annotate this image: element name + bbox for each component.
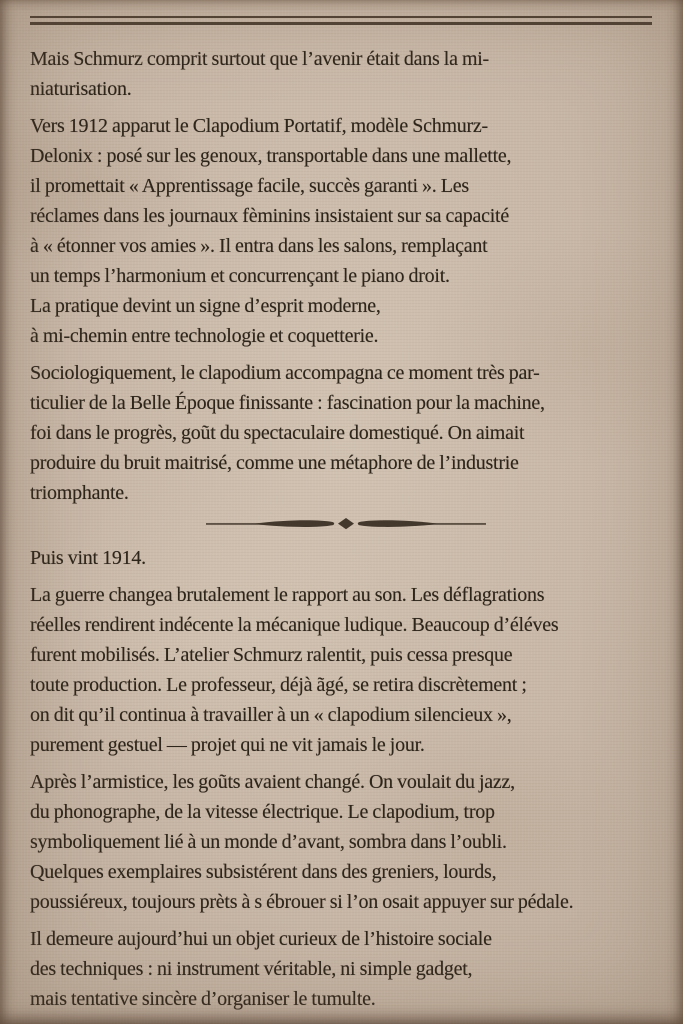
paragraph <box>30 358 662 508</box>
text-line: La pratique devint un signe d’esprit moderne, <box>30 295 381 317</box>
top-double-rule <box>30 16 652 25</box>
text-line: purement gestuel — projet qui ne vit jamais le jour. <box>30 734 425 756</box>
paragraph <box>30 767 662 917</box>
text-line: triomphante. <box>30 482 129 504</box>
text-line: niaturisation. <box>30 78 132 100</box>
text-line: Delonix : posé sur les genoux, transportable dans une mallette, <box>30 145 512 167</box>
text-line: il promettait « Apprentissage facile, succès garanti ». Les <box>30 175 469 197</box>
text-line: Mais Schmurz comprit surtout que l’avenir était dans la mi- <box>30 48 489 70</box>
text-line: un temps l’harmonium et concurrençant le piano droit. <box>30 265 450 287</box>
text-line: à « étonner vos amies ». Il entra dans les salons, remplaçant <box>30 235 488 257</box>
text-line: Vers 1912 apparut le Clapodium Portatif, modèle Schmurz- <box>30 115 488 137</box>
paragraph <box>30 543 662 573</box>
text-line: à mi-chemin entre technologie et coquetterie. <box>30 325 379 347</box>
tapered-rule-diamond-icon <box>206 516 486 532</box>
text-line: produire du bruit maitrisé, comme une métaphore de l’industrie <box>30 452 519 474</box>
text-line: réclames dans les journaux fèminins insistaient sur sa capacité <box>30 205 509 227</box>
section-divider <box>30 515 662 533</box>
text-line: foi dans le progrès, goũt du spectaculaire domestiqué. On aimait <box>30 422 525 444</box>
text-line: symboliquement lié à un monde d’avant, sombra dans l’oubli. <box>30 831 507 853</box>
text-line: Après l’armistice, les goũts avaient changé. On voulait du jazz, <box>30 771 515 793</box>
paragraph <box>30 580 662 760</box>
text-line: Quelques exemplaires subsistérent dans des greniers, lourds, <box>30 861 497 883</box>
page-text <box>30 44 662 1021</box>
text-line: La guerre changea brutalement le rapport au son. Les déflagrations <box>30 584 545 606</box>
text-line: mais tentative sincère d’organiser le tumulte. <box>30 988 376 1010</box>
paragraph <box>30 44 662 104</box>
text-line: Il demeure aujourd’hui un objet curieux de l’histoire sociale <box>30 928 492 950</box>
paragraph <box>30 111 662 351</box>
text-line: on dit qu’il continua à travailler à un « clapodium silencieux », <box>30 704 512 726</box>
paragraph <box>30 924 662 1014</box>
text-line: Puis vint 1914. <box>30 547 146 569</box>
text-line: du phonographe, de la vitesse électrique. Le clapodium, trop <box>30 801 495 823</box>
text-line: toute production. Le professeur, déjà ãgé, se retira discrètement ; <box>30 674 527 696</box>
text-line: poussiéreux, toujours prèts à s ébrouer si l’on osait appuyer sur pédale. <box>30 891 574 913</box>
text-line: ticulier de la Belle Époque finissante : fascination pour la machine, <box>30 392 545 414</box>
text-line: furent mobilisés. L’atelier Schmurz ralentit, puis cessa presque <box>30 644 513 666</box>
text-line: des techniques : ni instrument véritable, ni simple gadget, <box>30 958 473 980</box>
text-line: Sociologiquement, le clapodium accompagna ce moment très par- <box>30 362 540 384</box>
text-line: réelles rendirent indécente la mécanique ludique. Beaucoup d’éléves <box>30 614 559 636</box>
